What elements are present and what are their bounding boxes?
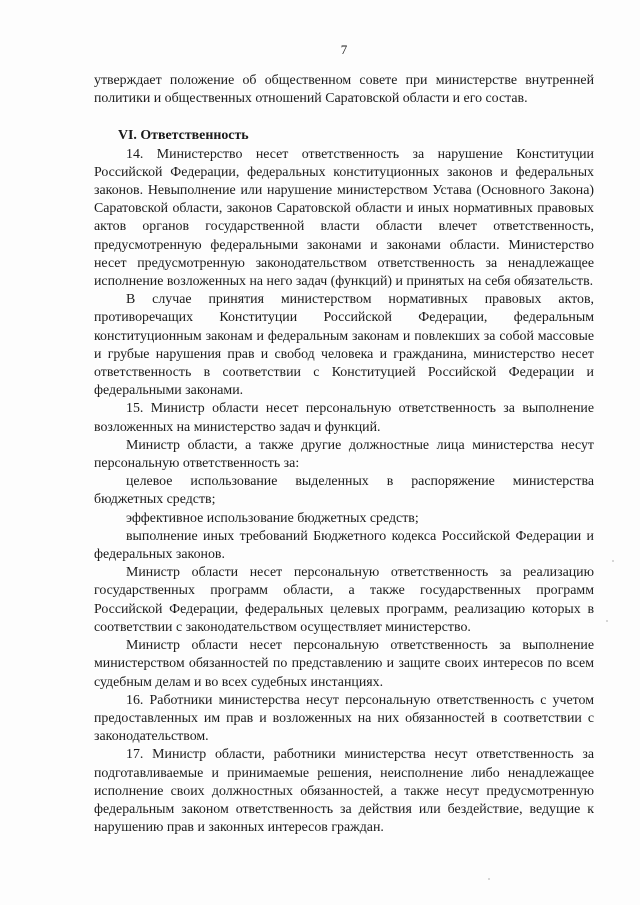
paragraph: Министр области несет персональную ответственность за выполнение министерством обязанностей по представлению и защите своих интересов по всем судебным делам и во всех судебных инстанциях.: [94, 638, 594, 690]
paragraph: 16. Работники министерства несут персональную ответственность с учетом предоставленных им прав и возложенных на них обязанностей в соответствии с законодательством.: [94, 692, 594, 745]
paragraph: 14. Министерство несет ответственность за нарушение Конституции Российской Федерации, федеральных конституционных законов и федеральных законов. Невыполнение или нарушение министерством Устава (Основного Закона) Саратовской области, законов Саратовской области и иных нормативных правовых актов органов государственной власти области влечет ответственность, предусмотренную федеральными законами и законами области. Министерство несет предусмотренную законодательством ответственность за ненадлежащее исполнение возложенных на него задач (функций) и принятых на себя обязательств.: [94, 146, 594, 290]
page-number: 7: [340, 42, 348, 57]
paragraph: утверждает положение об общественном совете при министерстве внутренней политики и общественных отношений Саратовской области и его состав.: [94, 73, 594, 107]
paragraph: Министр области несет персональную ответственность за реализацию государственных программ области, а также государственных программ Российской Федерации, федеральных целевых программ, реализацию которых в соответствии с законодательством осуществляет министерство.: [94, 565, 594, 635]
scan-artifact: [488, 878, 490, 880]
paragraph: В случае принятия министерством нормативных правовых актов, противоречащих Конституции Российской Федерации, федеральным конституционным законам и федеральным законам и повлекших за собой массовые и грубые нарушения прав и свобод человека и гражданина, министерство несет ответственность в соответствии с Конституцией Российской Федерации и федеральными законами.: [94, 292, 594, 399]
list-item: целевое использование выделенных в распоряжение министерства бюджетных средств;: [94, 474, 594, 508]
document-body: [94, 72, 594, 837]
list-item: эффективное использование бюджетных средств;: [126, 510, 419, 526]
scan-artifact: [612, 560, 614, 562]
paragraph: Министр области, а также другие должностные лица министерства несут персональную ответственность за:: [94, 437, 594, 472]
paragraph: 17. Министр области, работники министерства несут ответственность за подготавливаемые и принимаемые решения, неисполнение либо ненадлежащее исполнение своих должностных обязанностей, а также несут предусмотренную федеральным законом ответственность за действия или бездействие, ведущие к нарушению прав и законных интересов граждан.: [94, 747, 594, 836]
section-heading: VI. Ответственность: [118, 128, 249, 144]
scan-artifact: [606, 620, 608, 622]
list-item: выполнение иных требований Бюджетного кодекса Российской Федерации и федеральных законов.: [94, 528, 594, 563]
paragraph: 15. Министр области несет персональную ответственность за выполнение возложенных на министерство задач и функций.: [94, 401, 594, 435]
